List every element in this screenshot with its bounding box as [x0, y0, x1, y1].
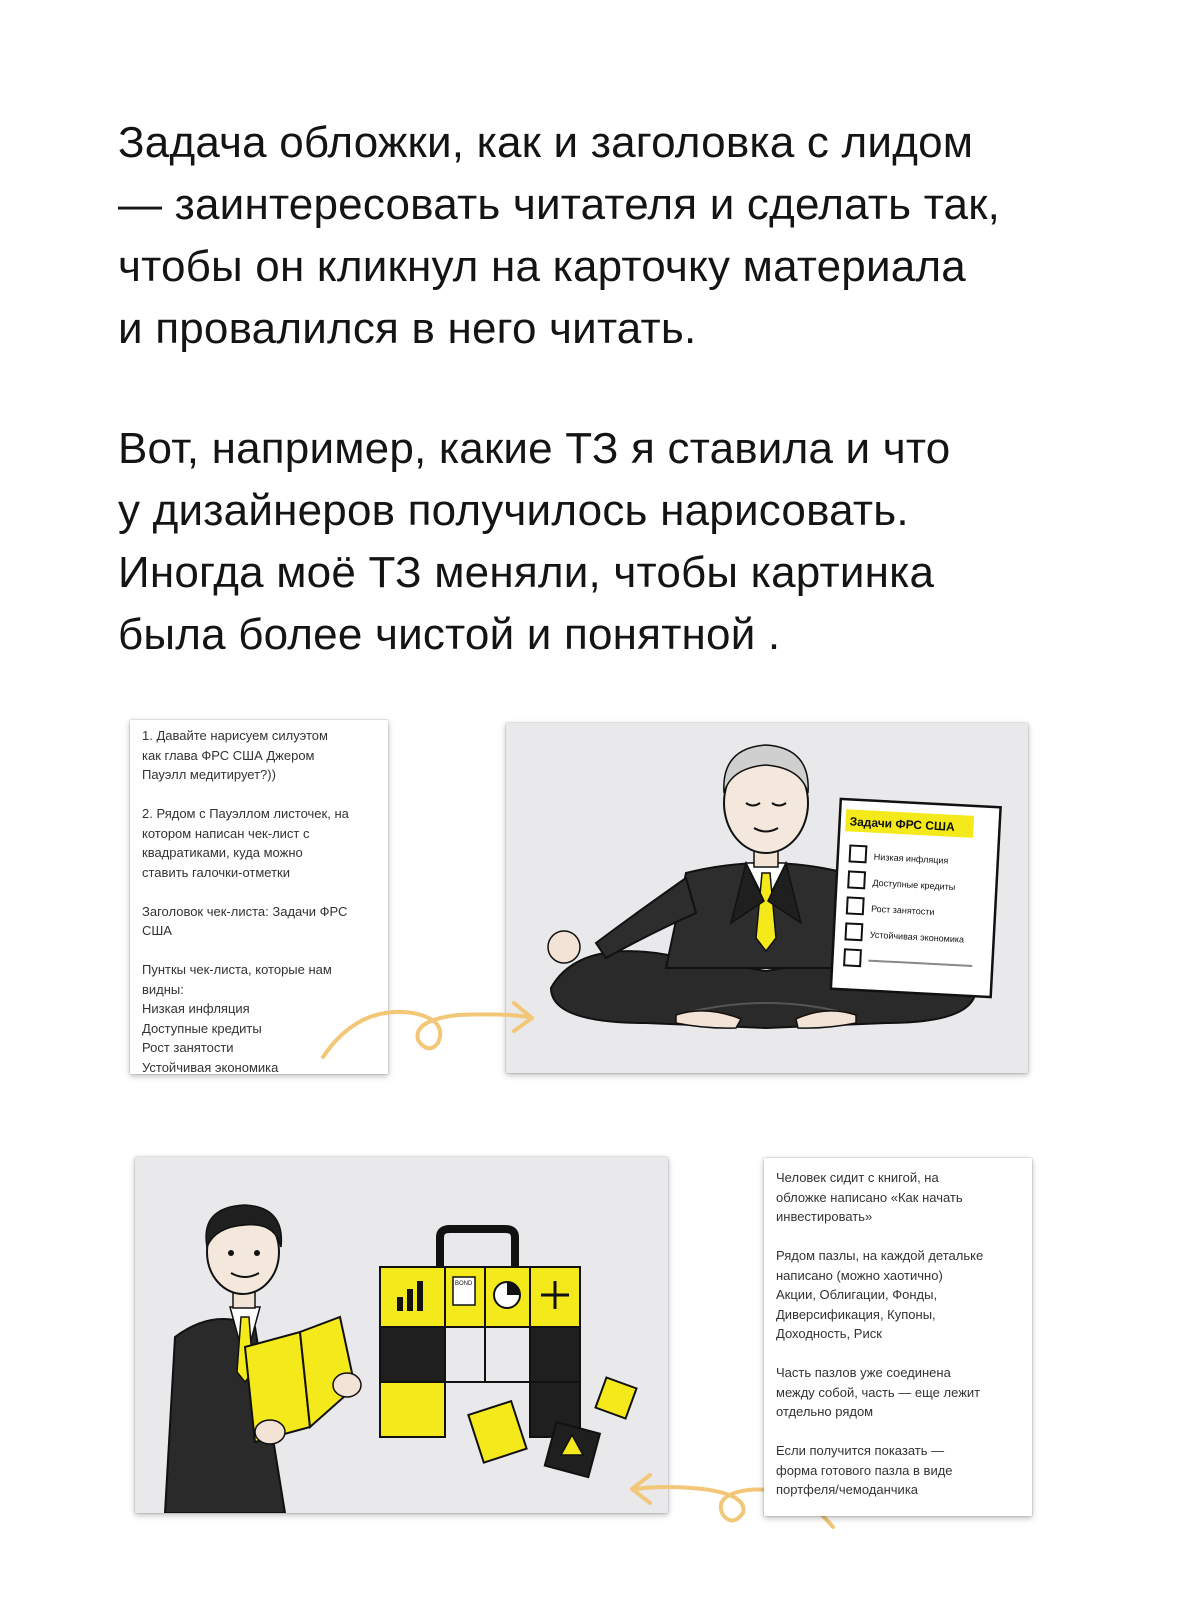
brief-line: между собой, часть — еще лежит — [776, 1384, 981, 1400]
puzzle-briefcase-illustration — [135, 1157, 668, 1513]
brief-line: обложке написано «Как начать — [776, 1189, 963, 1205]
intro-text — [118, 112, 1098, 360]
intro-line: чтобы он кликнул на карточку материала — [118, 242, 966, 291]
brief-line: США — [142, 923, 172, 938]
examples-line: Иногда моё ТЗ меняли, чтобы картинка — [118, 548, 935, 597]
brief-paragraph — [142, 726, 376, 785]
intro-line: — заинтересовать читателя и сделать так, — [118, 180, 1001, 229]
brief-paragraph — [142, 902, 376, 941]
brief-line: портфеля/чемоданчика — [776, 1482, 919, 1497]
checklist-item: Низкая инфляция — [873, 851, 949, 866]
checklist-item: Рост занятости — [870, 903, 935, 917]
brief-line: как глава ФРС США Джером — [142, 747, 315, 763]
curved-arrow-icon — [318, 985, 548, 1065]
meditating-man-illustration — [506, 723, 1028, 1073]
brief-line: квадратиками, куда можно — [142, 845, 303, 860]
brief-line: отдельно рядом — [776, 1404, 874, 1419]
brief-paragraph — [776, 1246, 1020, 1344]
brief-line: Рядом пазлы, на каждой детальке — [776, 1248, 984, 1263]
brief-paragraph — [776, 1441, 1020, 1500]
brief-line: Доступные кредиты — [142, 1020, 262, 1036]
brief-line: форма готового пазла в виде — [776, 1462, 953, 1478]
brief-line: Заголовок чек-листа: Задачи ФРС — [142, 903, 348, 919]
brief-line: Акции, Облигации, Фонды, — [776, 1287, 938, 1302]
illustration-meditating-powell — [506, 723, 1028, 1073]
bond-label: BOND — [455, 1281, 473, 1287]
brief-line: Часть пазлов уже соединена — [776, 1365, 951, 1380]
brief-line: 2. Рядом с Пауэллом листочек, на — [142, 806, 349, 821]
brief-paragraph — [776, 1168, 1020, 1227]
intro-line: и провалился в него читать. — [118, 304, 697, 353]
examples-line: у дизайнеров получилось нарисовать. — [118, 486, 909, 535]
brief-line: Устойчивая экономика — [142, 1059, 279, 1075]
brief-line: Доходность, Риск — [776, 1326, 882, 1341]
checklist-title: Задачи ФРС США — [849, 814, 956, 834]
brief-line: Пунткы чек-листа, которые нам — [142, 962, 332, 977]
brief-card-investing — [764, 1158, 1032, 1516]
brief-line: Рост занятости — [142, 1040, 234, 1055]
brief-paragraph — [776, 1363, 1020, 1422]
checklist-item: Устойчивая экономика — [869, 929, 965, 945]
brief-paragraph — [142, 804, 376, 882]
illustration-investing-puzzle — [135, 1157, 668, 1513]
brief-line: ставить галочки-отметки — [142, 864, 290, 880]
brief-line: 1. Давайте нарисуем силуэтом — [142, 728, 328, 743]
examples-intro-text — [118, 418, 1098, 666]
brief-line: написано (можно хаотично) — [776, 1267, 943, 1283]
checklist-item: Доступные кредиты — [872, 877, 956, 893]
brief-line: Человек сидит с книгой, на — [776, 1170, 939, 1185]
brief-line: инвестировать» — [776, 1209, 873, 1224]
brief-line: Если получится показать — — [776, 1443, 945, 1458]
brief-line: видны: — [142, 981, 184, 997]
examples-line: была более чистой и понятной . — [118, 610, 781, 659]
brief-line: Низкая инфляция — [142, 1001, 250, 1016]
brief-line: Диверсификация, Купоны, — [776, 1306, 936, 1322]
intro-line: Задача обложки, как и заголовка с лидом — [118, 118, 974, 167]
brief-line: котором написан чек-лист с — [142, 825, 310, 841]
examples-line: Вот, например, какие ТЗ я ставила и что — [118, 424, 951, 473]
brief-line: Пауэлл медитирует?)) — [142, 767, 276, 782]
